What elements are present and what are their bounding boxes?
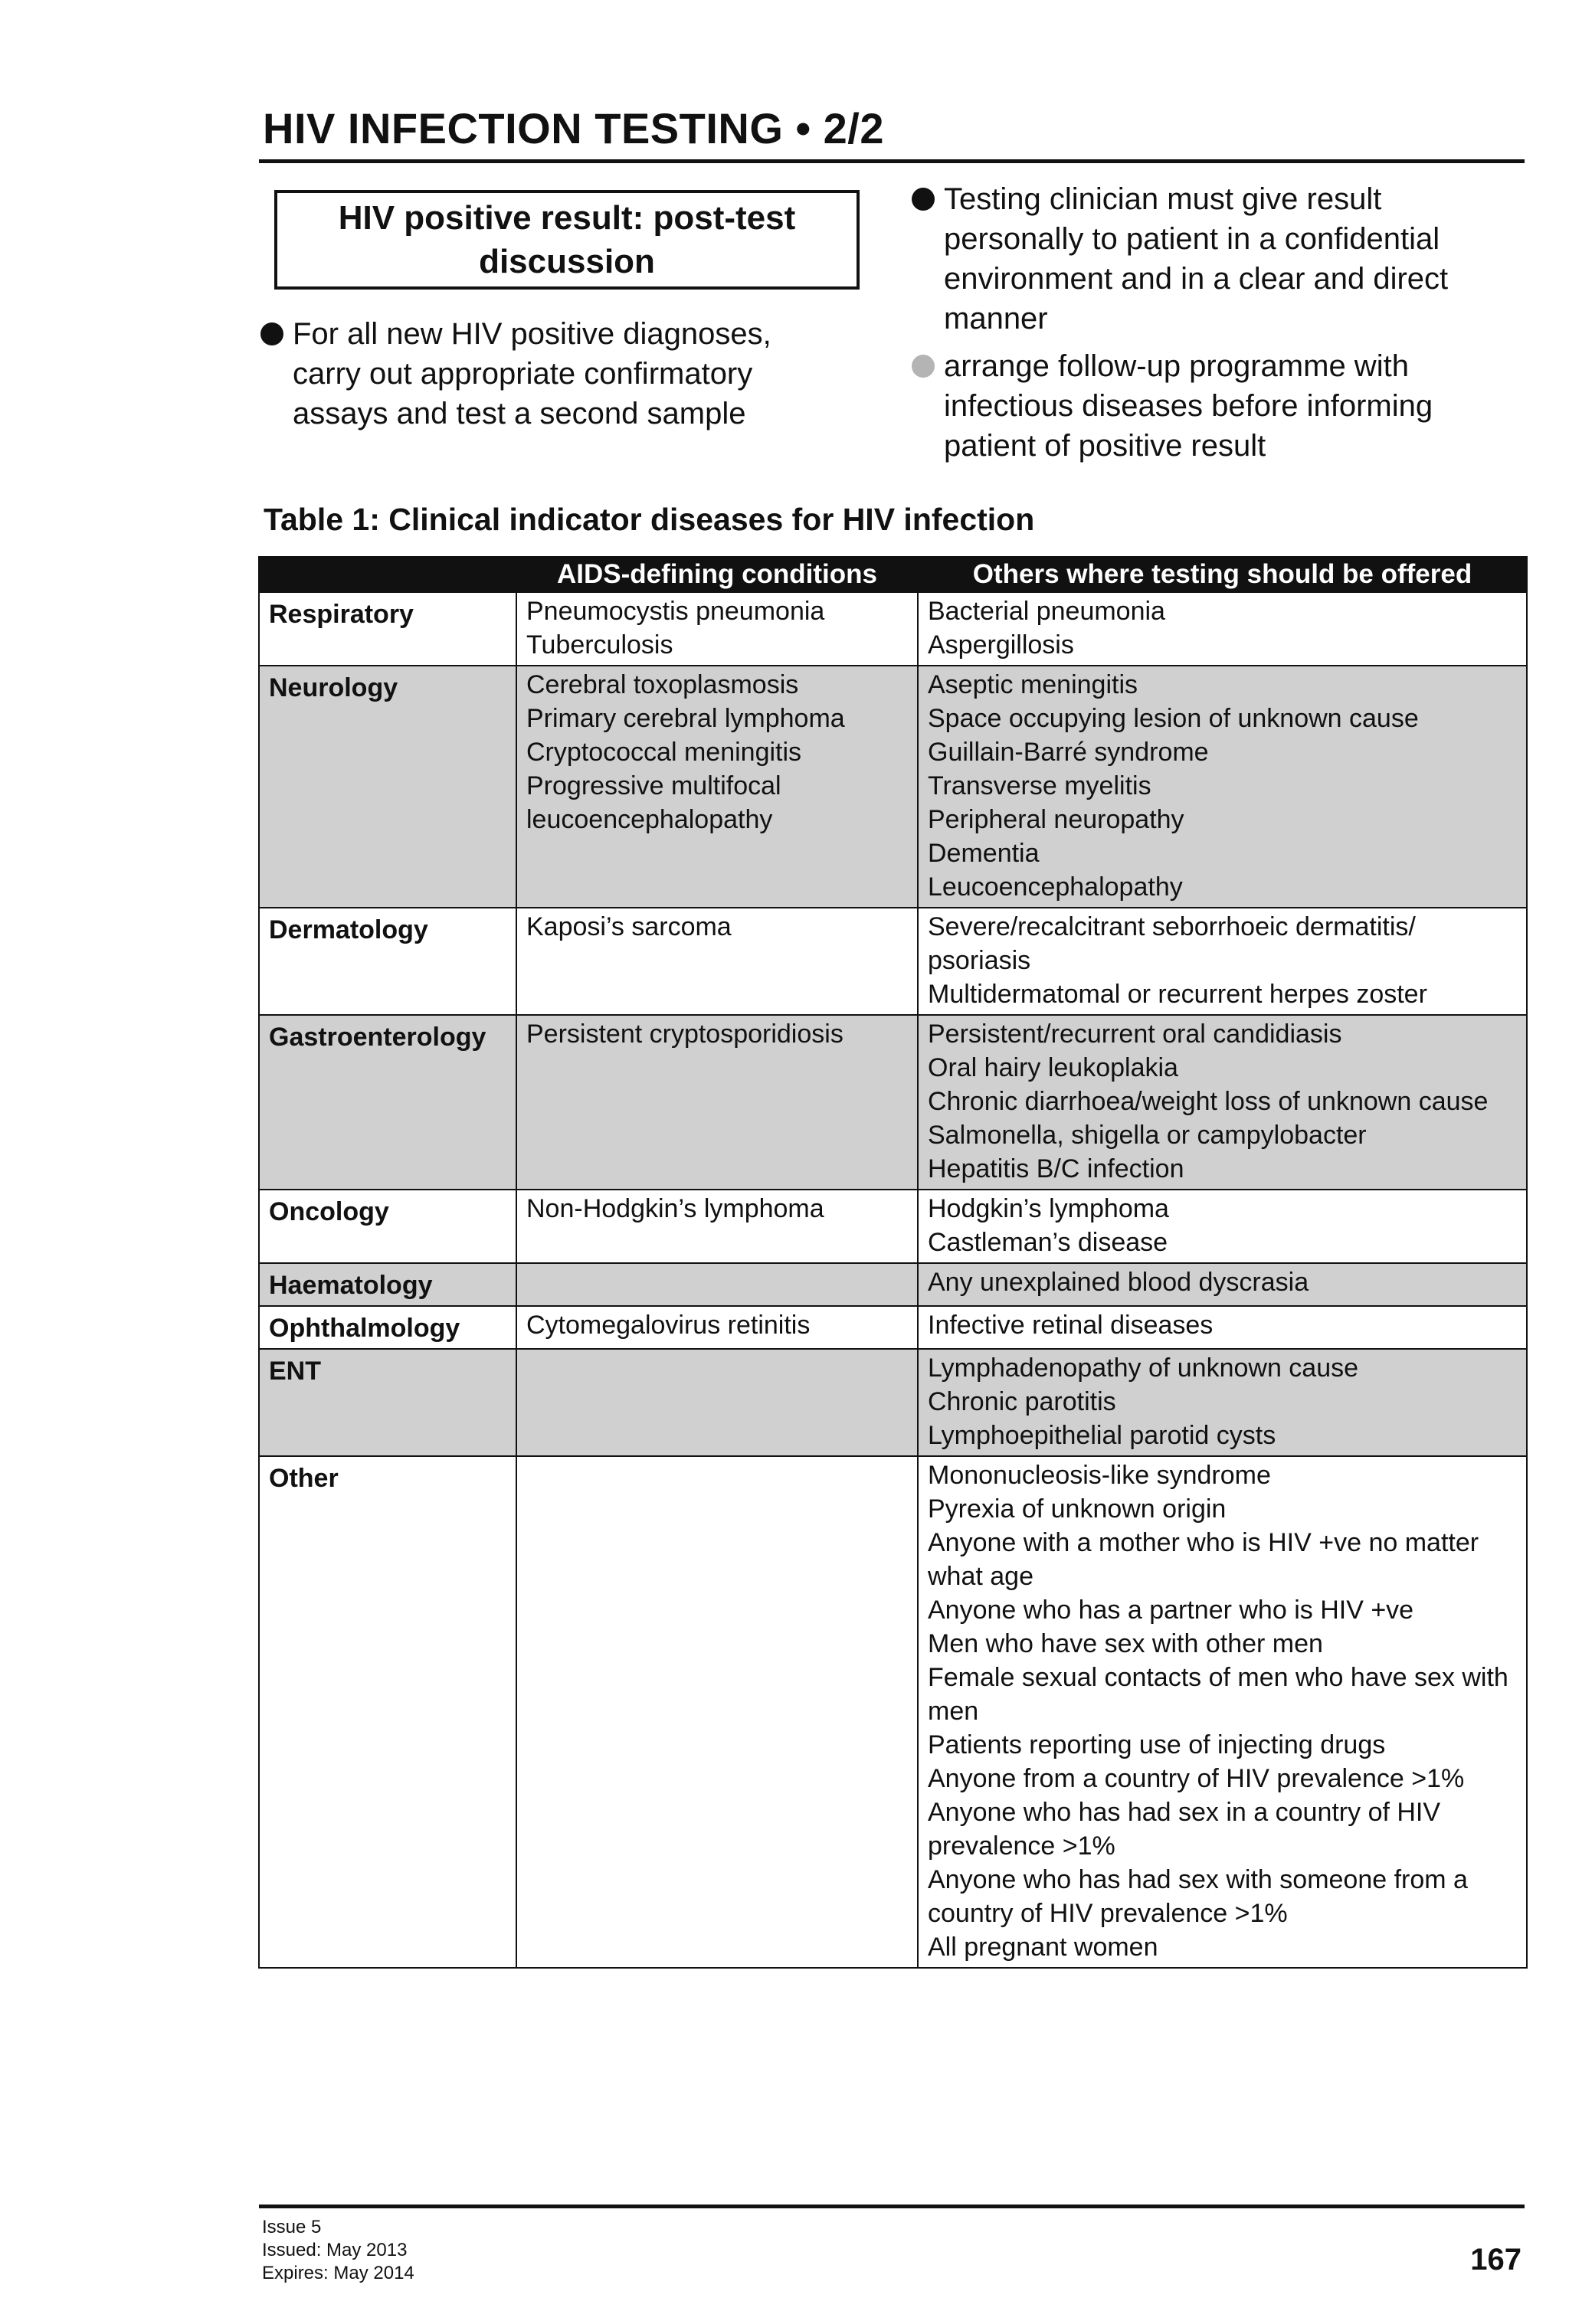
bullet-item: [260, 314, 843, 444]
condition-item: Guillain-Barré syndrome: [928, 738, 1209, 767]
other-conditions-cell: [918, 908, 1527, 1015]
header-others: Others where testing should be offered: [918, 557, 1527, 592]
condition-item: Persistent cryptosporidiosis: [526, 1020, 843, 1049]
category-cell: Dermatology: [259, 908, 516, 1015]
condition-item: Female sexual contacts of men who have sex with men: [928, 1663, 1508, 1726]
table-row: [259, 1349, 1527, 1456]
category-cell: ENT: [259, 1349, 516, 1456]
condition-item: Any unexplained blood dyscrasia: [928, 1268, 1309, 1297]
condition-item: Peripheral neuropathy: [928, 805, 1184, 834]
table-row: [259, 1456, 1527, 1968]
other-conditions-cell: [918, 1456, 1527, 1968]
condition-item: Aspergillosis: [928, 630, 1074, 660]
bullet-text: Testing clinician must give result personally to patient in a confidential environment and in a clear and direct manner: [944, 182, 1449, 336]
condition-item: Kaposi’s sarcoma: [526, 912, 732, 941]
bullet-dot-grey-icon: [912, 355, 935, 378]
condition-item: Infective retinal diseases: [928, 1311, 1214, 1340]
other-conditions-cell: [918, 1263, 1527, 1306]
condition-item: Cerebral toxoplasmosis: [526, 670, 799, 699]
other-conditions-cell: [918, 1306, 1527, 1349]
condition-item: Pyrexia of unknown origin: [928, 1494, 1227, 1524]
condition-item: Hepatitis B/C infection: [928, 1154, 1184, 1183]
header-aids-defining: AIDS-defining conditions: [516, 557, 918, 592]
other-conditions-cell: [918, 1190, 1527, 1263]
bullet-text: For all new HIV positive diagnoses, carry out appropriate confirmatory assays and test a second sample: [293, 317, 771, 430]
condition-item: Anyone from a country of HIV prevalence >1%: [928, 1764, 1465, 1793]
footer-divider: [259, 2205, 1525, 2208]
other-conditions-cell: [918, 1349, 1527, 1456]
aids-conditions-cell: [516, 1306, 918, 1349]
condition-item: Salmonella, shigella or campylobacter: [928, 1121, 1367, 1150]
condition-item: Bacterial pneumonia: [928, 597, 1165, 626]
condition-item: Oral hairy leukoplakia: [928, 1053, 1178, 1082]
other-conditions-cell: [918, 1015, 1527, 1190]
condition-item: Men who have sex with other men: [928, 1629, 1323, 1658]
aids-conditions-cell: [516, 1349, 918, 1456]
clinical-indicator-table: [258, 556, 1528, 1969]
condition-item: Transverse myelitis: [928, 771, 1151, 800]
category-cell: Gastroenterology: [259, 1015, 516, 1190]
category-cell: Other: [259, 1456, 516, 1968]
table-row: [259, 1190, 1527, 1263]
aids-conditions-cell: [516, 908, 918, 1015]
condition-item: Patients reporting use of injecting drugs: [928, 1730, 1386, 1759]
bullet-text: arrange follow-up programme with infectious diseases before informing patient of positive result: [944, 349, 1433, 463]
condition-item: Tuberculosis: [526, 630, 673, 660]
aids-conditions-cell: [516, 1263, 918, 1306]
condition-item: All pregnant women: [928, 1933, 1158, 1962]
section-heading: HIV positive result: post-test discussion: [338, 198, 796, 280]
table-row: [259, 1015, 1527, 1190]
condition-item: Severe/recalcitrant seborrhoeic dermatitis/ psoriasis: [928, 912, 1416, 975]
category-cell: Oncology: [259, 1190, 516, 1263]
bullet-dot-icon: [912, 188, 935, 211]
condition-item: Space occupying lesion of unknown cause: [928, 704, 1419, 733]
condition-item: Anyone who has had sex with someone from a country of HIV prevalence >1%: [928, 1865, 1468, 1928]
category-cell: Haematology: [259, 1263, 516, 1306]
condition-item: Aseptic meningitis: [928, 670, 1138, 699]
aids-conditions-cell: [516, 666, 918, 908]
expires-date: Expires: May 2014: [262, 2263, 414, 2283]
condition-item: Castleman’s disease: [928, 1228, 1168, 1257]
condition-item: Anyone who has had sex in a country of HIV prevalence >1%: [928, 1798, 1441, 1861]
aids-conditions-cell: [516, 1015, 918, 1190]
issue-number: Issue 5: [262, 2217, 322, 2237]
bullet-item: [912, 346, 1525, 469]
condition-item: Cytomegalovirus retinitis: [526, 1311, 811, 1340]
condition-item: Chronic parotitis: [928, 1387, 1116, 1416]
condition-item: Lymphoepithelial parotid cysts: [928, 1421, 1276, 1450]
condition-item: Persistent/recurrent oral candidiasis: [928, 1020, 1342, 1049]
category-cell: Ophthalmology: [259, 1306, 516, 1349]
table-row: [259, 666, 1527, 908]
bullet-item: [912, 179, 1525, 340]
condition-item: Chronic diarrhoea/weight loss of unknown cause: [928, 1087, 1489, 1116]
other-conditions-cell: [918, 592, 1527, 666]
condition-item: Non-Hodgkin’s lymphoma: [526, 1194, 824, 1223]
condition-item: Lymphadenopathy of unknown cause: [928, 1353, 1359, 1383]
header-category: [259, 557, 516, 592]
page-number: 167: [1470, 2243, 1522, 2277]
bullet-dot-icon: [260, 322, 283, 345]
condition-item: Primary cerebral lymphoma: [526, 704, 845, 733]
section-heading-box: [274, 190, 860, 290]
aids-conditions-cell: [516, 1456, 918, 1968]
condition-item: Hodgkin’s lymphoma: [928, 1194, 1169, 1223]
table-row: [259, 1306, 1527, 1349]
table-row: [259, 1263, 1527, 1306]
table-caption: Table 1: Clinical indicator diseases for HIV infection: [264, 502, 1035, 537]
condition-item: Pneumocystis pneumonia: [526, 597, 825, 626]
condition-item: Progressive multifocal leucoencephalopathy: [526, 771, 781, 834]
category-cell: Neurology: [259, 666, 516, 908]
table-row: [259, 908, 1527, 1015]
condition-item: Leucoencephalopathy: [928, 872, 1183, 902]
condition-item: Cryptococcal meningitis: [526, 738, 802, 767]
condition-item: Dementia: [928, 839, 1040, 868]
condition-item: Multidermatomal or recurrent herpes zoster: [928, 980, 1427, 1009]
page-title: HIV INFECTION TESTING • 2/2: [263, 104, 884, 152]
condition-item: Anyone who has a partner who is HIV +ve: [928, 1596, 1414, 1625]
table-row: [259, 592, 1527, 666]
other-conditions-cell: [918, 666, 1527, 908]
condition-item: Anyone with a mother who is HIV +ve no matter what age: [928, 1528, 1479, 1591]
aids-conditions-cell: [516, 1190, 918, 1263]
footer-info: [262, 2216, 414, 2285]
condition-item: Mononucleosis-like syndrome: [928, 1461, 1271, 1490]
category-cell: Respiratory: [259, 592, 516, 666]
table-header-row: [259, 557, 1527, 592]
issued-date: Issued: May 2013: [262, 2240, 408, 2260]
title-divider: [259, 159, 1525, 163]
aids-conditions-cell: [516, 592, 918, 666]
